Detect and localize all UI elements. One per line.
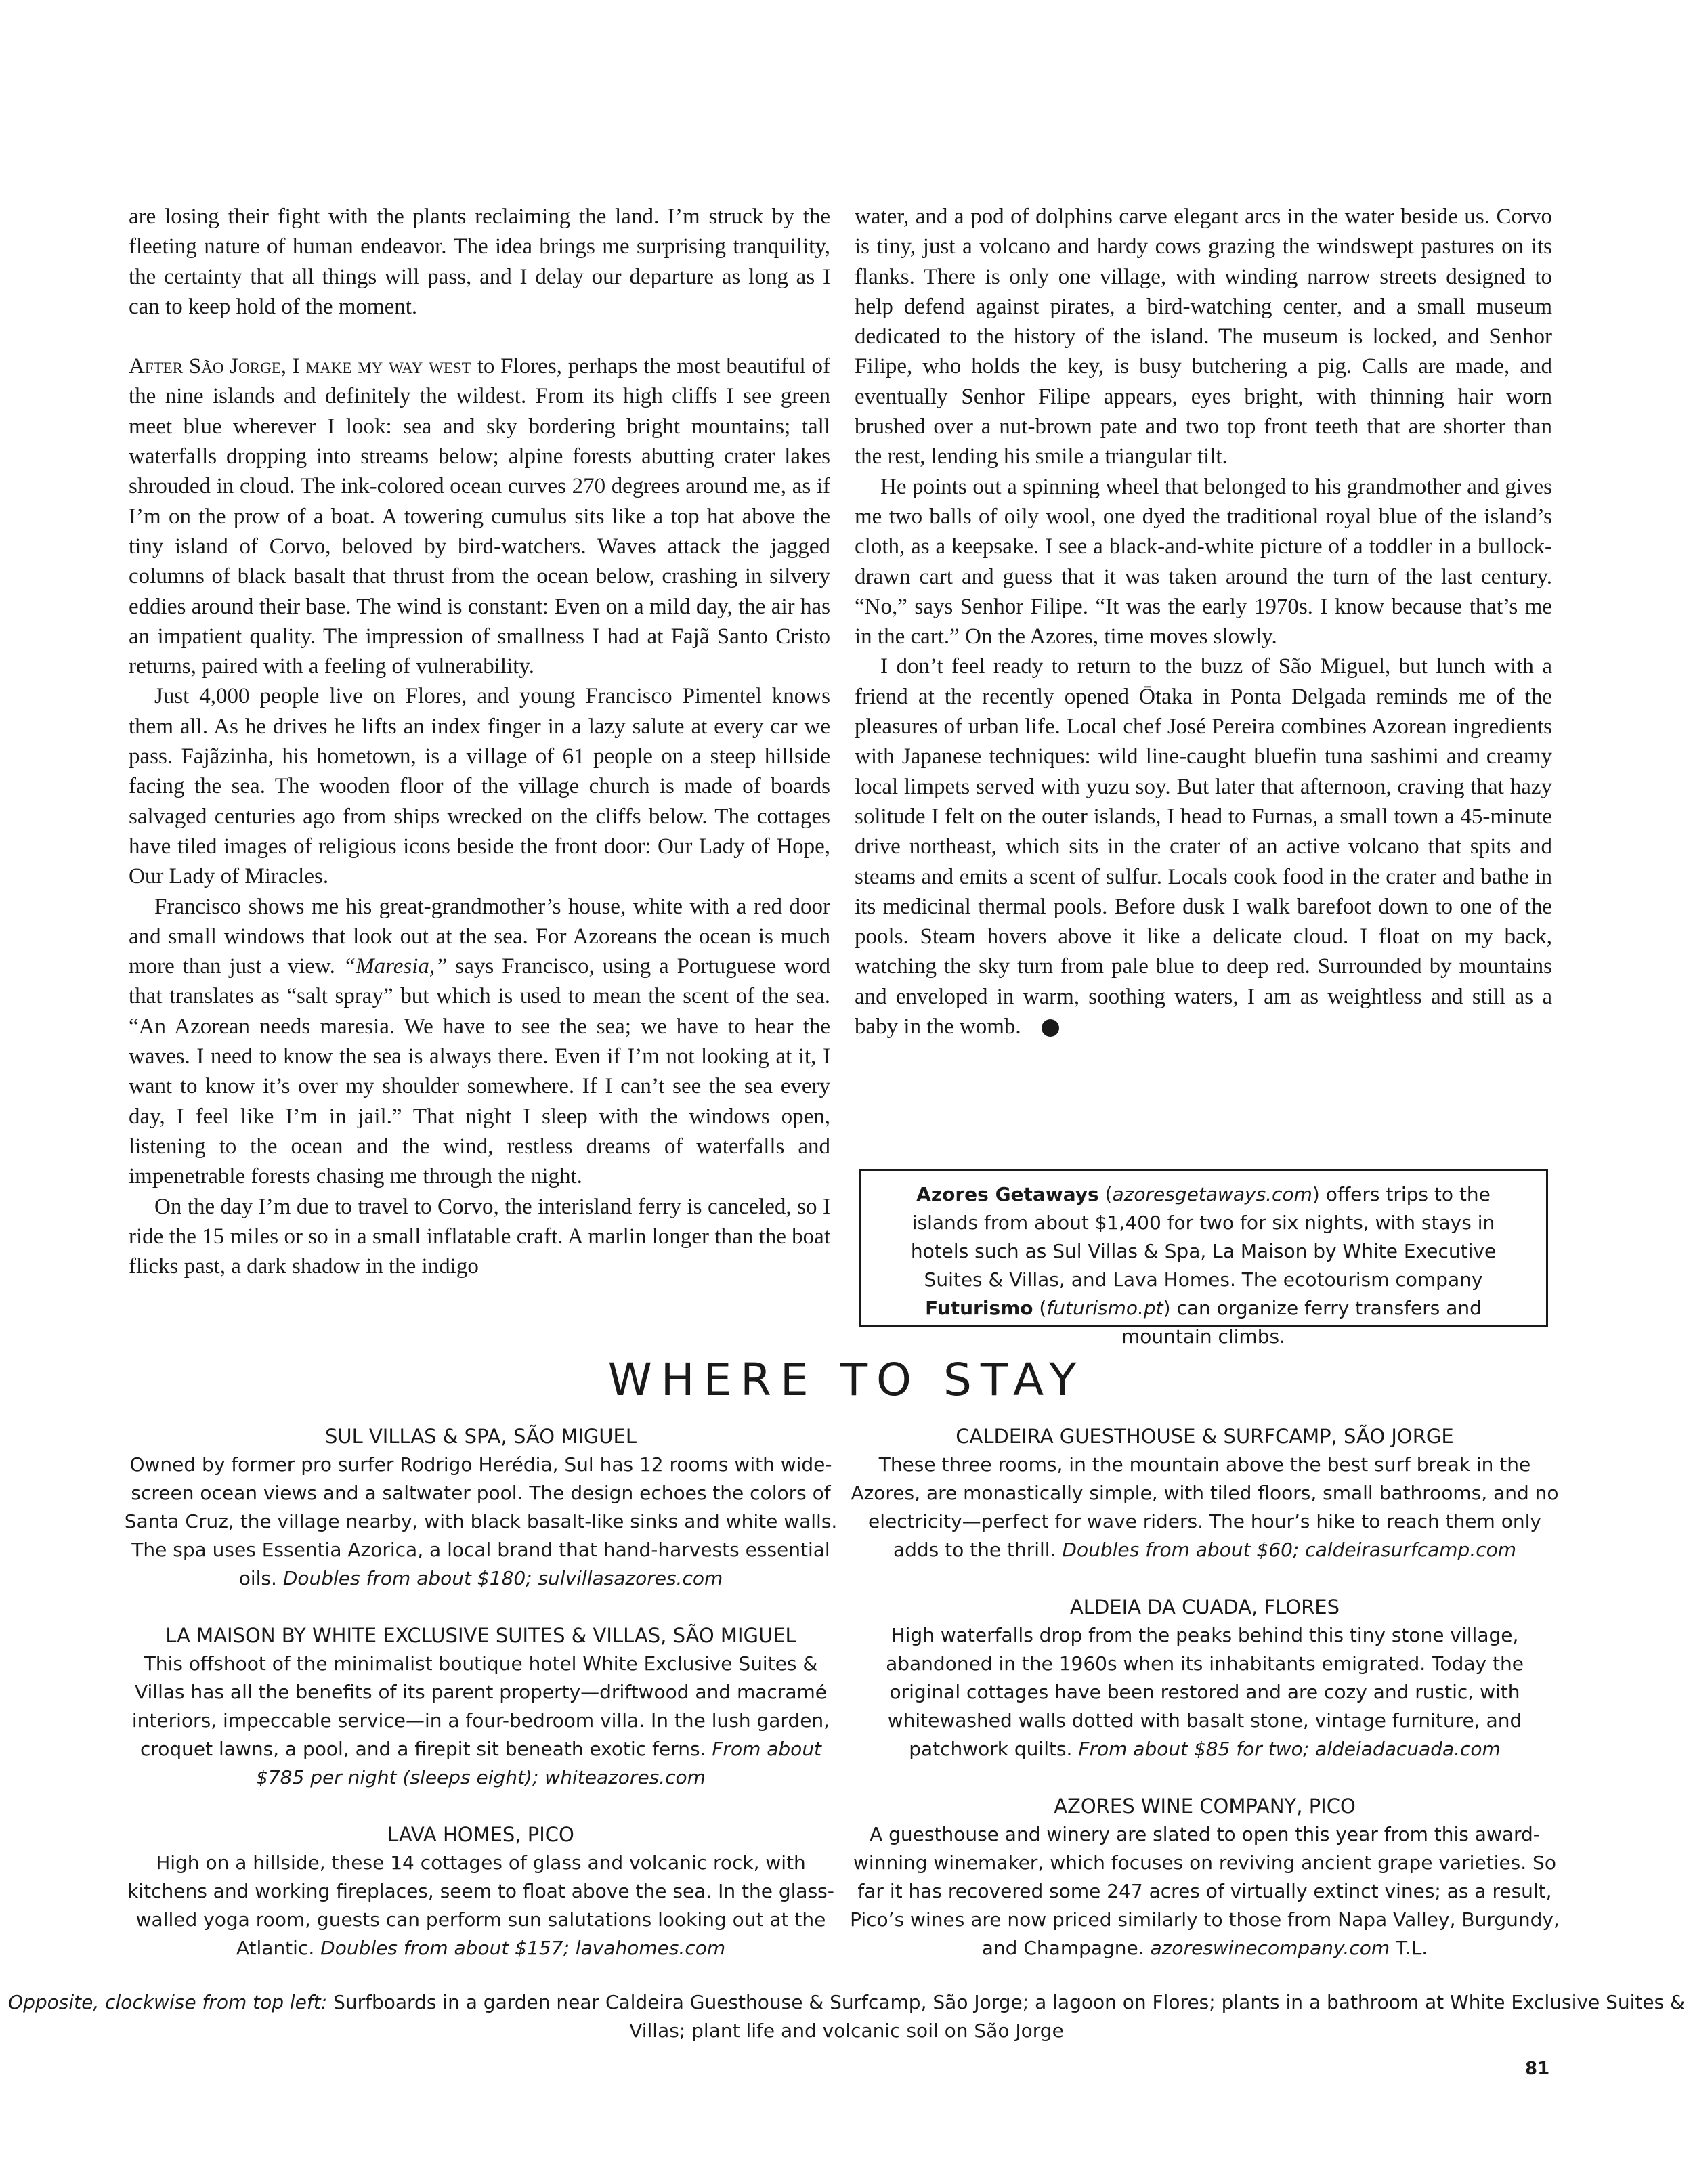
where-to-stay-left — [122, 1422, 840, 1991]
end-mark-icon: T — [1042, 1019, 1059, 1037]
hotel-price: Doubles from about $180; sulvillasazores.com — [282, 1567, 723, 1589]
caption-lead: Opposite, clockwise from top left: — [8, 1991, 328, 2013]
where-to-stay-right — [849, 1422, 1560, 1991]
getaways-url: azoresgetaways.com — [1112, 1183, 1312, 1205]
article-column-left — [129, 202, 830, 1281]
futurismo-url: futurismo.pt — [1046, 1297, 1163, 1319]
section-paragraph — [129, 351, 830, 681]
caption-text: Surfboards in a garden near Caldeira Guesthouse & Surfcamp, São Jorge; a lagoon on Flores; plants in a bathroom at White Exclusive Suites & Villas; plant life and volcanic soil on São Jorge — [327, 1991, 1685, 2042]
getaways-text: can organize ferry transfers and mountain climbs. — [1121, 1297, 1482, 1348]
getaways-text: offers trips to the islands from about $1,400 for two for six nights, with stays in hotels such as Sul Villas & Spa, La Maison by White Executive Suites & Villas, and Lava Homes. The ecotourism company — [910, 1183, 1497, 1291]
paragraph: He points out a spinning wheel that belonged to his grandmother and gives me two balls of oily wool, one dyed the traditional royal blue of the island’s cloth, as a keepsake. I see a black-and-white picture of a toddler in a bullock-drawn cart and guess that it was taken around the turn of the last century. “No,” says Senhor Filipe. “It was the early 1970s. I know because that’s me in the cart.” On the Azores, time moves slowly. — [855, 474, 1552, 649]
hotel-name: LA MAISON BY WHITE EXCLUSIVE SUITES & VILLAS, SÃO MIGUEL — [165, 1624, 796, 1647]
hotel-entry — [849, 1593, 1560, 1763]
hotel-description: High waterfalls drop from the peaks behind this tiny stone village, abandoned in the 1960s when its inhabitants emigrated. Today the original cottages have been restored and are cozy and rustic, with whitewashed walls dotted with basalt stone, vintage furniture, and patchwork quilts. From about $85 for two; aldeiadacuada.com — [886, 1624, 1524, 1760]
hotel-url: azoreswinecompany.com — [1150, 1937, 1390, 1959]
hotel-price: From about $85 for two; aldeiadacuada.com — [1078, 1738, 1501, 1760]
where-to-stay-title: WHERE TO STAY — [607, 1354, 1086, 1406]
paragraph-text: says Francisco, using a Portuguese word that translates as “salt spray” but which is used to mean the scent of the sea. “An Azorean needs maresia. We have to see the sea; we have to hear the waves. I need to know the sea is always there. Even if I’m not looking at it, I want to know it’s over my shoulder somewhere. If I can’t see the sea every day, I feel like I’m in jail.” That night I sleep with the windows open, listening to the ocean and the wind, restless dreams of waterfalls and impenetrable forests chasing me through the night. — [129, 954, 830, 1189]
paragraph — [855, 651, 1552, 1042]
hotel-entry — [849, 1792, 1560, 1963]
paragraph-text: Francisco shows me his great-grandmother’s house, white with a red door and small windows that look out at the sea. For Azoreans the ocean is much more than just a view. — [129, 894, 830, 979]
hotel-description: This offshoot of the minimalist boutique hotel White Exclusive Suites & Villas has all the benefits of its parent property—driftwood and macramé interiors, impeccable service—in a four-bedroom villa. In the lush garden, croquet lawns, a pool, and a firepit sit beneath exotic ferns. From about $785 per night (sleeps eight); whiteazores.com — [131, 1652, 830, 1789]
hotel-entry — [122, 1422, 840, 1593]
hotel-entry — [122, 1621, 840, 1792]
page-number: 81 — [1525, 2059, 1550, 2079]
getaways-brand: Azores Getaways — [916, 1183, 1099, 1205]
author-credit: T.L. — [1390, 1937, 1428, 1959]
paragraph: are losing their fight with the plants reclaiming the land. I’m struck by the fleeting nature of human endeavor. The idea brings me surprising tranquility, the certainty that all things will pass, and I delay our departure as long as I can to keep hold of the moment. — [129, 205, 830, 319]
hotel-name: CALDEIRA GUESTHOUSE & SURFCAMP, SÃO JORGE — [956, 1425, 1454, 1448]
futurismo-brand: Futurismo — [925, 1297, 1033, 1319]
hotel-entry — [849, 1422, 1560, 1564]
hotel-price: Doubles from about $157; lavahomes.com — [320, 1937, 726, 1959]
hotel-description: A guesthouse and winery are slated to open this year from this award-winning winemaker, which focuses on reviving ancient grape varieties. So far it has recovered some 247 acres of virtually extinct vines; as a result, Pico’s wines are now priced similarly to those from Napa Valley, Burgundy, and Champagne. azoreswinecompany.com T.L. — [850, 1823, 1560, 1959]
section-lead-in: After São Jorge, I make my way west — [129, 354, 471, 379]
getaways-box: Azores Getaways (azoresgetaways.com) offers trips to the islands from about $1,400 for two for six nights, with stays in hotels such as Sul Villas & Spa, La Maison by White Executive Suites & Villas, and Lava Homes. The ecotourism company Futurismo (futurismo.pt) can organize ferry transfers and mountain climbs. — [859, 1169, 1548, 1327]
hotel-name: SUL VILLAS & SPA, SÃO MIGUEL — [324, 1425, 637, 1448]
hotel-price: Doubles from about $60; caldeirasurfcamp.com — [1062, 1539, 1517, 1561]
paragraph-text: I don’t feel ready to return to the buzz of São Miguel, but lunch with a friend at the recently opened Ōtaka in Ponta Delgada reminds me of the pleasures of urban life. Local chef José Pereira combines Azorean ingredients with Japanese techniques: wild line-caught bluefin tuna sashimi and creamy local limpets served with yuzu soy. But later that afternoon, craving that hazy solitude I felt on the outer islands, I head to Furnas, a small town a 45-minute drive northeast, which sits in the crater of an active volcano that spits and steams and emits a scent of sulfur. Locals cook food in the crater and bathe in its medicinal thermal pools. Before dusk I walk barefoot down to one of the pools. Steam hovers above it like a delicate cloud. I float on my back, watching the sky turn from pale blue to deep red. Surrounded by mountains and enveloped in warm, soothing waters, I am as weightless and still as a baby in the womb. — [855, 654, 1552, 1040]
hotel-name: AZORES WINE COMPANY, PICO — [1054, 1795, 1356, 1818]
hotel-description: These three rooms, in the mountain above the best surf break in the Azores, are monastically simple, with tiled floors, small bathrooms, and no electricity—perfect for wave riders. The hour’s hike to reach them only adds to the thrill. Doubles from about $60; caldeirasurfcamp.com — [851, 1453, 1559, 1561]
paragraph: On the day I’m due to travel to Corvo, the interisland ferry is canceled, so I ride the 15 miles or so in a small inflatable craft. A marlin longer than the boat flicks past, a dark shadow in the indigo — [129, 1194, 830, 1279]
paragraph-text: to Flores, perhaps the most beautiful of the nine islands and definitely the wildest. From its high cliffs I see green meet blue wherever I look: sea and sky bordering bright mountains; tall waterfalls dropping into streams below; alpine forests abutting crater lakes shrouded in cloud. The ink-colored ocean curves 270 degrees around me, as if I’m on the prow of a boat. A towering cumulus sits like a top hat above the tiny island of Corvo, beloved by bird-watchers. Waves attack the jagged columns of black basalt that thrust from the ocean below, crashing in silvery eddies around their base. The wind is constant: Even on a mild day, the air has an impatient quality. The impression of smallness I had at Fajã Santo Cristo returns, paired with a feeling of vulnerability. — [129, 354, 830, 679]
paragraph: Just 4,000 people live on Flores, and young Francisco Pimentel knows them all. As he drives he lifts an index finger in a lazy salute at every car we pass. Fajãzinha, his hometown, is a village of 61 people on a steep hillside facing the sea. The wooden floor of the village church is made of boards salvaged centuries ago from ships wrecked on the cliffs below. The cottages have tiled images of religious icons beside the front door: Our Lady of Hope, Our Lady of Miracles. — [129, 684, 830, 889]
hotel-description: Owned by former pro surfer Rodrigo Herédia, Sul has 12 rooms with wide-screen ocean views and a saltwater pool. The design echoes the colors of Santa Cruz, the village nearby, with black basalt-like sinks and white walls. The spa uses Essentia Azorica, a local brand that hand-harvests essential oils. Doubles from about $180; sulvillasazores.com — [124, 1453, 838, 1589]
article-column-right — [855, 202, 1552, 1042]
hotel-price: From about $785 per night (sleeps eight); whiteazores.com — [256, 1738, 822, 1789]
paragraph: water, and a pod of dolphins carve elegant arcs in the water beside us. Corvo is tiny, just a volcano and hardy cows grazing the windswept pastures on its flanks. There is only one village, with winding narrow streets designed to help defend against pirates, a bird-watching center, and a small museum dedicated to the history of the island. The museum is locked, and Senhor Filipe, who holds the key, is busy butchering a pig. Calls are made, and eventually Senhor Filipe appears, eyes bright, with thinning hair worn brushed over a nut-brown pate and two top front teeth that are shorter than the rest, lending his smile a triangular tilt. — [855, 205, 1552, 469]
hotel-entry — [122, 1820, 840, 1963]
photo-caption — [0, 1988, 1693, 2045]
italic-quote: “Maresia,” — [343, 954, 448, 979]
paragraph — [129, 892, 830, 1192]
hotel-name: LAVA HOMES, PICO — [387, 1823, 574, 1846]
hotel-name: ALDEIA DA CUADA, FLORES — [1069, 1596, 1340, 1619]
hotel-description: High on a hillside, these 14 cottages of glass and volcanic rock, with kitchens and working fireplaces, seem to float above the sea. In the glass-walled yoga room, guests can perform sun salutations looking out at the Atlantic. Doubles from about $157; lavahomes.com — [127, 1851, 834, 1959]
